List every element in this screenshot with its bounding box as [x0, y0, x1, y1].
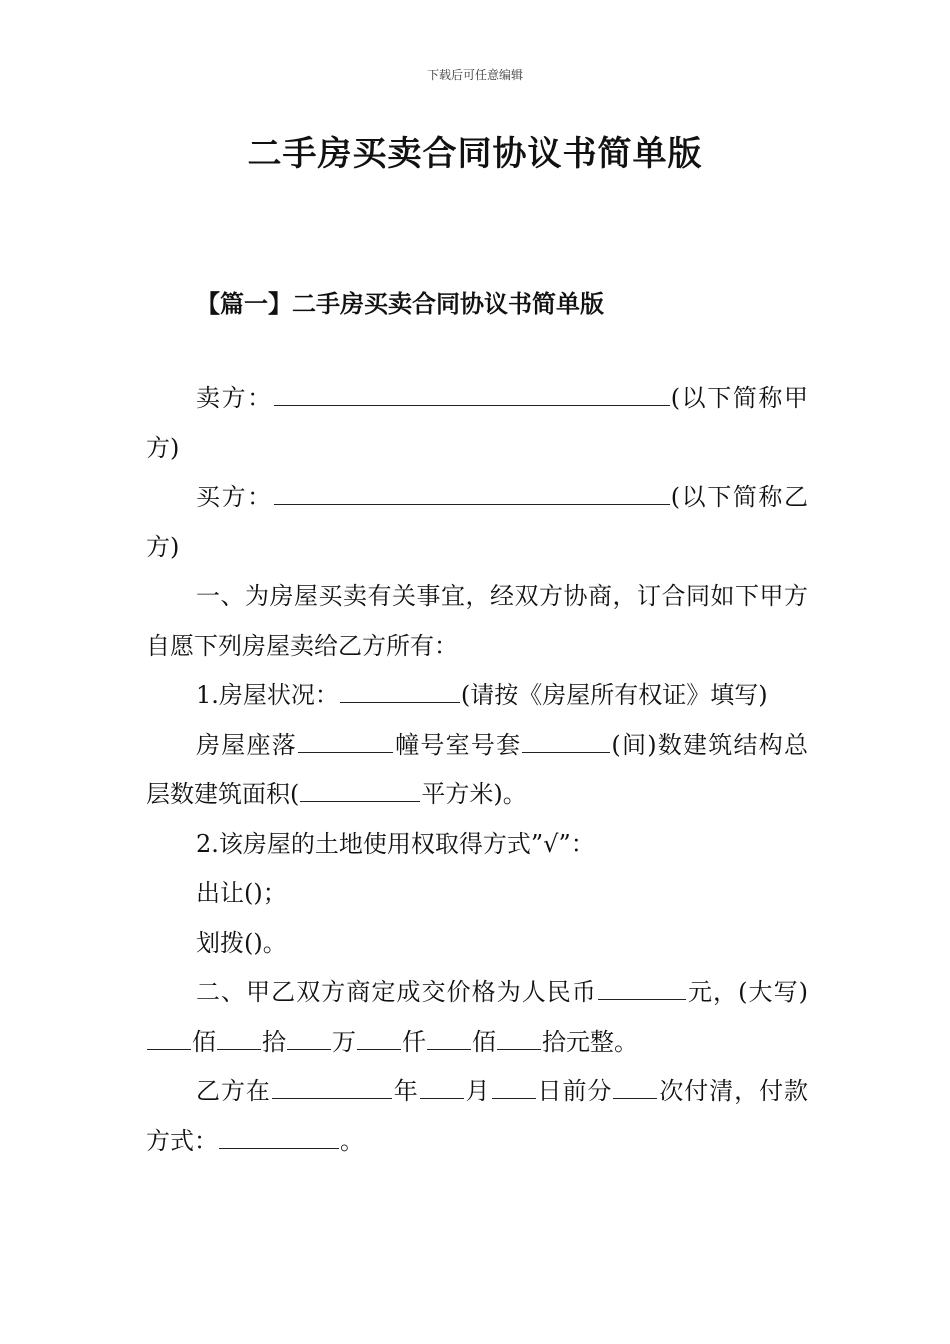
price-blank-4 [357, 1027, 401, 1050]
item-one-label: 1.房屋状况： [196, 681, 339, 709]
payment-text-5: 次付清，付款方式： [146, 1077, 809, 1155]
price-blank-1 [147, 1027, 191, 1050]
header-note: 下载后可任意编辑 [426, 68, 523, 82]
seller-suffix: (以下简称甲方) [146, 384, 808, 462]
clause-two-text-3: 佰 [192, 1027, 216, 1056]
option-allocation-text: 划拨()。 [196, 928, 287, 957]
contract-body [146, 374, 808, 1166]
buyer-label: 买方： [196, 483, 273, 511]
item-one-suffix: (请按《房屋所有权证》填写) [460, 681, 768, 709]
year-blank [272, 1076, 392, 1099]
clause-one-text: 一、为房屋买卖有关事宜，经双方协商，订合同如下甲方自愿下列房屋卖给乙方所有： [146, 582, 808, 660]
price-blank [598, 977, 686, 1000]
clause-two-text-1: 二、甲乙双方商定成交价格为人民币 [196, 978, 597, 1006]
clause-two [146, 968, 808, 1067]
option-allocation [146, 919, 808, 969]
seller-blank [274, 383, 670, 406]
price-blank-2 [217, 1027, 261, 1050]
clause-two-text-5: 万 [332, 1027, 356, 1056]
item-two [146, 820, 808, 870]
clause-two-text-8: 拾元整。 [542, 1027, 638, 1056]
location-text-4: 平方米)。 [421, 780, 527, 808]
payment-text-4: 日前分 [536, 1077, 613, 1105]
payment-text-1: 乙方在 [196, 1077, 271, 1105]
clause-two-text-2: 元，(大写) [686, 978, 808, 1006]
item-two-text: 2.该房屋的土地使用权取得方式”√”： [196, 829, 595, 858]
location-blank [298, 730, 393, 753]
location-text-1: 房屋座落 [196, 730, 297, 759]
buyer-suffix: (以下简称乙方) [146, 483, 808, 561]
payment-text-3: 月 [464, 1077, 491, 1105]
location-text-3: (间)数建筑结构总层数建筑面积( [146, 730, 808, 808]
price-blank-3 [287, 1027, 331, 1050]
option-transfer [146, 869, 808, 919]
page-title: 二手房买卖合同协议书简单版 [247, 134, 703, 174]
installments-blank [613, 1076, 657, 1099]
payment-method-blank [219, 1126, 339, 1149]
buyer-blank [274, 482, 670, 505]
price-blank-6 [497, 1027, 541, 1050]
payment-line [146, 1067, 808, 1166]
clause-two-text-6: 仟 [402, 1027, 426, 1056]
seller-line [146, 374, 808, 473]
day-blank [492, 1076, 536, 1099]
clause-one [146, 572, 808, 671]
month-blank [420, 1076, 464, 1099]
area-blank [300, 779, 420, 802]
property-status-blank [340, 680, 460, 703]
item-one [146, 671, 808, 721]
location-line [146, 721, 808, 820]
rooms-blank [522, 730, 610, 753]
location-text-2: 幢号室号套 [393, 730, 522, 759]
payment-text-6: 。 [340, 1126, 364, 1155]
payment-text-2: 年 [392, 1077, 419, 1105]
option-transfer-text: 出让()； [196, 879, 287, 907]
clause-two-text-4: 拾 [262, 1027, 286, 1056]
section-title: 【篇一】二手房买卖合同协议书简单版 [196, 289, 604, 318]
price-blank-5 [427, 1027, 471, 1050]
buyer-line [146, 473, 808, 572]
seller-label: 卖方： [196, 384, 273, 412]
clause-two-text-7: 佰 [472, 1027, 496, 1056]
